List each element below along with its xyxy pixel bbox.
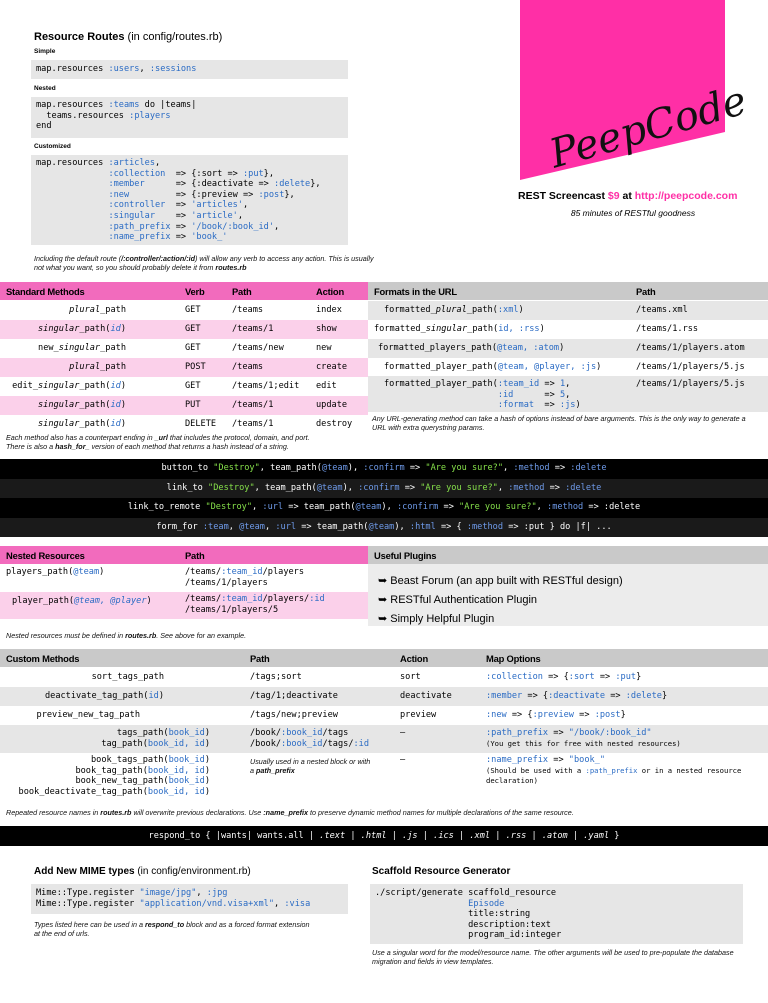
arrow-icon: ➥	[378, 594, 388, 606]
custom-row-sort: sort_tags_path /tags;sort sort :collection => { :sort => :put }	[91, 672, 642, 683]
custom-row-name-prefix: book_tags_path(book_id) book_tag_path(book_id, id) book_new_tag_path(book_id) book_deactivate_tag_path(book_id, id) Usually used in a nested block or with a path_prefix – :name_prefix => "book_" (Should be used with a :path_prefix or in a nested resource declaration)	[18, 755, 742, 797]
helper-example-row: button_to "Destroy" , team_path( @team ), :confirm => "Are you sure?" , :method => :delete	[161, 463, 607, 474]
custom-methods-table	[0, 649, 768, 804]
formats-row: formatted_player_path( @team, @player, :js ) /teams/1/players/5.js	[384, 362, 745, 373]
peepcode-logo-banner	[520, 0, 752, 180]
useful-plugins-header: Useful Plugins	[368, 546, 768, 564]
custom-methods-header: Custom Methods Path Action Map Options	[0, 649, 768, 667]
scaffold-code-block: ./script/generate scaffold_resource Episode title:string description:text program_id:integer	[370, 884, 743, 944]
standard-methods-header: Standard Methods Verb Path Action	[0, 282, 368, 300]
nested-resources-header: Nested Resources Path	[0, 546, 368, 564]
simple-label: Simple	[34, 48, 56, 55]
standard-method-row: edit_ singular _path( id ) GET /teams/1;edit edit	[12, 381, 337, 392]
custom-methods-note: Repeated resource names in routes.rb will overwrite previous declarations. Use :name_prefix to preserve dynamic method names for multiple declarations of the same resource.	[6, 808, 574, 817]
formats-row: formatted_players_path( @team, :atom ) /teams/1/players.atom	[368, 339, 768, 358]
helpers-strip	[0, 459, 768, 537]
nested-row-players: players_path(@team) /teams/:team_id/players /teams/1/players	[6, 567, 305, 588]
nested-resources-table	[0, 546, 368, 626]
standard-method-row: plural _path POST /teams create	[0, 358, 368, 377]
standard-methods-table	[0, 282, 368, 430]
nested-row-player: player_path(@team, @player) /teams/:team_id/players/:id /teams/1/players/5	[0, 592, 368, 619]
helper-example-row: link_to_remote "Destroy" , :url => team_path( @team ), :confirm => "Are you sure?" , :method => :delete	[127, 502, 641, 513]
formats-header: Formats in the URL Path	[368, 282, 768, 300]
standard-method-row: singular _path( id ) GET /teams/1 show	[0, 320, 368, 339]
simple-code-block: map.resources :users, :sessions	[31, 60, 348, 79]
formats-row: formatted_ singular _path( id, :rss ) /teams/1.rss	[374, 324, 699, 335]
formats-row-hash: formatted_player_path(:team_id => 1, :id => 5, :format => :js) /teams/1/players/5.js	[368, 376, 768, 412]
screencast-ad: REST Screencast $9 at http://peepcode.com	[518, 190, 738, 202]
custom-row-deactivate: deactivate_tag_path( id ) /tag/1;deactivate deactivate :member => { :deactivate => :delete }	[0, 687, 768, 706]
plugin-link[interactable]: ➥ RESTful Authentication Plugin	[378, 594, 538, 606]
helper-example-row: link_to "Destroy" , team_path( @team ), :confirm => "Are you sure?" , :method => :delete	[0, 479, 768, 498]
mime-types-title: Add New MIME types (in config/environment.rb)	[34, 866, 251, 877]
helper-example-row: form_for :team , @team , :url => team_path( @team ), :html => { :method => :put } do |f| ...	[0, 518, 768, 537]
nested-label: Nested	[34, 85, 56, 92]
nested-code-block: map.resources :teams do |teams| teams.resources :players end	[31, 97, 348, 138]
customized-code-block: map.resources :articles, :collection => {:sort => :put}, :member => {:deactivate => :delete}, :new => {:preview => :post}, :controller => 'articles', :singular => 'article', :path_prefix => '/book/:book_id', :name_prefix => 'book_'	[31, 155, 348, 245]
default-route-note: Including the default route (/:controller/:action/:id) will allow any verb to access any action. This is usually not what you want, so you should probably delete it from routes.rb	[34, 254, 374, 272]
formats-table	[368, 282, 768, 412]
peepcode-logo-text: PeepCode	[544, 77, 752, 178]
resource-routes-title: Resource Routes (in config/routes.rb)	[34, 31, 223, 43]
useful-plugins-panel	[368, 546, 768, 626]
formats-row: formatted_ plural _path( :xml ) /teams.xml	[368, 301, 768, 320]
custom-row-path-prefix: tags_path(book_id) tag_path(book_id, id) /book/:book_id/tags /book/:book_id/tags/:id – :path_prefix => "/book/:book_id" (You get this for free with nested resources)	[0, 725, 768, 753]
respond-to-strip: respond_to { |wants| wants.all | .text | .html | .js | .ics | .xml | .rss | .atom | .yaml }	[0, 826, 768, 846]
arrow-icon: ➥	[378, 575, 388, 587]
tagline: 85 minutes of RESTful goodness	[570, 208, 696, 218]
plugin-link[interactable]: ➥ Simply Helpful Plugin	[378, 613, 495, 625]
standard-method-row: new_ singular _path GET /teams/new new	[38, 343, 332, 354]
mime-note: Types listed here can be used in a respond_to block and as a forced format extension at the end of urls.	[34, 920, 310, 938]
formats-note: Any URL-generating method can take a hash of options instead of bare arguments. This is the only way to generate a URL with extra querystring params.	[372, 414, 746, 432]
nested-resources-note: Nested resources must be defined in routes.rb. See above for an example.	[6, 631, 247, 640]
custom-row-preview: preview_new_tag_path /tags/new;preview preview :new => { :preview => :post }	[36, 710, 626, 721]
arrow-icon: ➥	[378, 613, 388, 625]
standard-methods-note: Each method also has a counterpart ending in _url that includes the protocol, domain, and port. There is also a hash_for_ version of each method that returns a hash instead of a string.	[6, 433, 310, 451]
scaffold-note: Use a singular word for the model/resource name. The other arguments will be used to pre-populate the database migration and fields in view templates.	[372, 948, 734, 966]
plugin-link[interactable]: ➥ Beast Forum (an app built with RESTful design)	[378, 575, 623, 587]
peepcode-url-link[interactable]: http://peepcode.com	[634, 190, 738, 202]
scaffold-title: Scaffold Resource Generator	[372, 866, 511, 877]
standard-method-row: singular _path( id ) DELETE /teams/1 destroy	[38, 419, 353, 430]
standard-method-row: singular _path( id ) PUT /teams/1 update	[0, 396, 368, 415]
customized-label: Customized	[34, 143, 71, 150]
mime-code-block: Mime::Type.register "image/jpg", :jpg Mime::Type.register "application/vnd.visa+xml", :visa	[31, 884, 348, 914]
standard-method-row: plural _path GET /teams index	[69, 305, 342, 316]
